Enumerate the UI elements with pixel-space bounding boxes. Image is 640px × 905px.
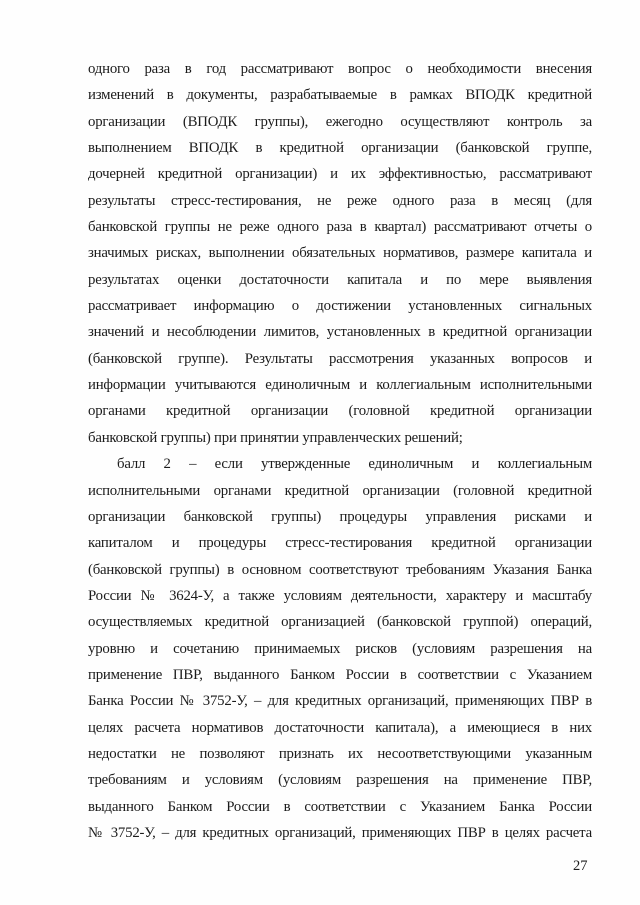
- text-line: банковской группы не реже одного раза в квартал) рассматривают отчеты о: [88, 219, 592, 236]
- text-line: уровню и сочетанию принимаемых рисков (условиям разрешения на: [88, 640, 592, 657]
- text-line: результатах оценки достаточности капитала и по мере выявления: [88, 271, 592, 288]
- text-line: применение ПВР, выданного Банком России в соответствии с Указанием: [88, 666, 592, 683]
- text-line: № 3752-У, – для кредитных организаций, применяющих ПВР в целях расчета: [88, 824, 592, 841]
- text-line: (банковской группы) в основном соответствуют требованиям Указания Банка: [88, 561, 592, 578]
- text-line: России № 3624-У, а также условиям деятельности, характеру и масштабу: [88, 587, 592, 604]
- paragraph: [88, 56, 592, 451]
- text-line: исполнительными органами кредитной организации (головной кредитной: [88, 482, 592, 499]
- text-line: осуществляемых кредитной организацией (банковской группой) операций,: [88, 614, 592, 631]
- text-line: значений и несоблюдении лимитов, установленных в кредитной организации: [88, 324, 592, 341]
- text-line: информации учитываются единоличным и коллегиальным исполнительными: [88, 377, 592, 394]
- page-number: 27: [573, 858, 588, 874]
- text-line: организации (ВПОДК группы), ежегодно осуществляют контроль за: [88, 113, 592, 130]
- text-line: Банка России № 3752-У, – для кредитных организаций, применяющих ПВР в: [88, 693, 592, 710]
- text-line: требованиям и условиям (условиям разрешения на применение ПВР,: [88, 772, 592, 789]
- text-line: банковской группы) при принятии управленческих решений;: [88, 429, 463, 446]
- text-line: органами кредитной организации (головной кредитной организации: [88, 403, 592, 420]
- text-line: выполнением ВПОДК в кредитной организации (банковской группе,: [88, 140, 592, 157]
- text-line: (банковской группе). Результаты рассмотрения указанных вопросов и: [88, 350, 592, 367]
- text-line: балл 2 – если утвержденные единоличным и коллегиальным: [117, 456, 592, 473]
- text-line: одного раза в год рассматривают вопрос о необходимости внесения: [88, 61, 592, 77]
- text-line: рассматривает информацию о достижении установленных сигнальных: [88, 298, 592, 315]
- text-line: целях расчета нормативов достаточности капитала), а имеющиеся в них: [88, 719, 592, 736]
- paragraph: [88, 451, 592, 846]
- text-line: недостатки не позволяют признать их несоответствующими указанным: [88, 745, 592, 762]
- text-line: выданного Банком России в соответствии с Указанием Банка России: [88, 798, 592, 815]
- text-line: организации банковской группы) процедуры управления рисками и: [88, 508, 592, 525]
- text-line: капиталом и процедуры стресс-тестирования кредитной организации: [88, 535, 592, 552]
- text-line: значимых рисках, выполнении обязательных нормативов, размере капитала и: [88, 245, 592, 262]
- text-line: дочерней кредитной организации) и их эффективностью, рассматривают: [88, 166, 592, 183]
- text-line: результаты стресс-тестирования, не реже одного раза в месяц (для: [88, 192, 592, 209]
- text-block: [88, 56, 592, 846]
- text-line: изменений в документы, разрабатываемые в рамках ВПОДК кредитной: [88, 87, 592, 104]
